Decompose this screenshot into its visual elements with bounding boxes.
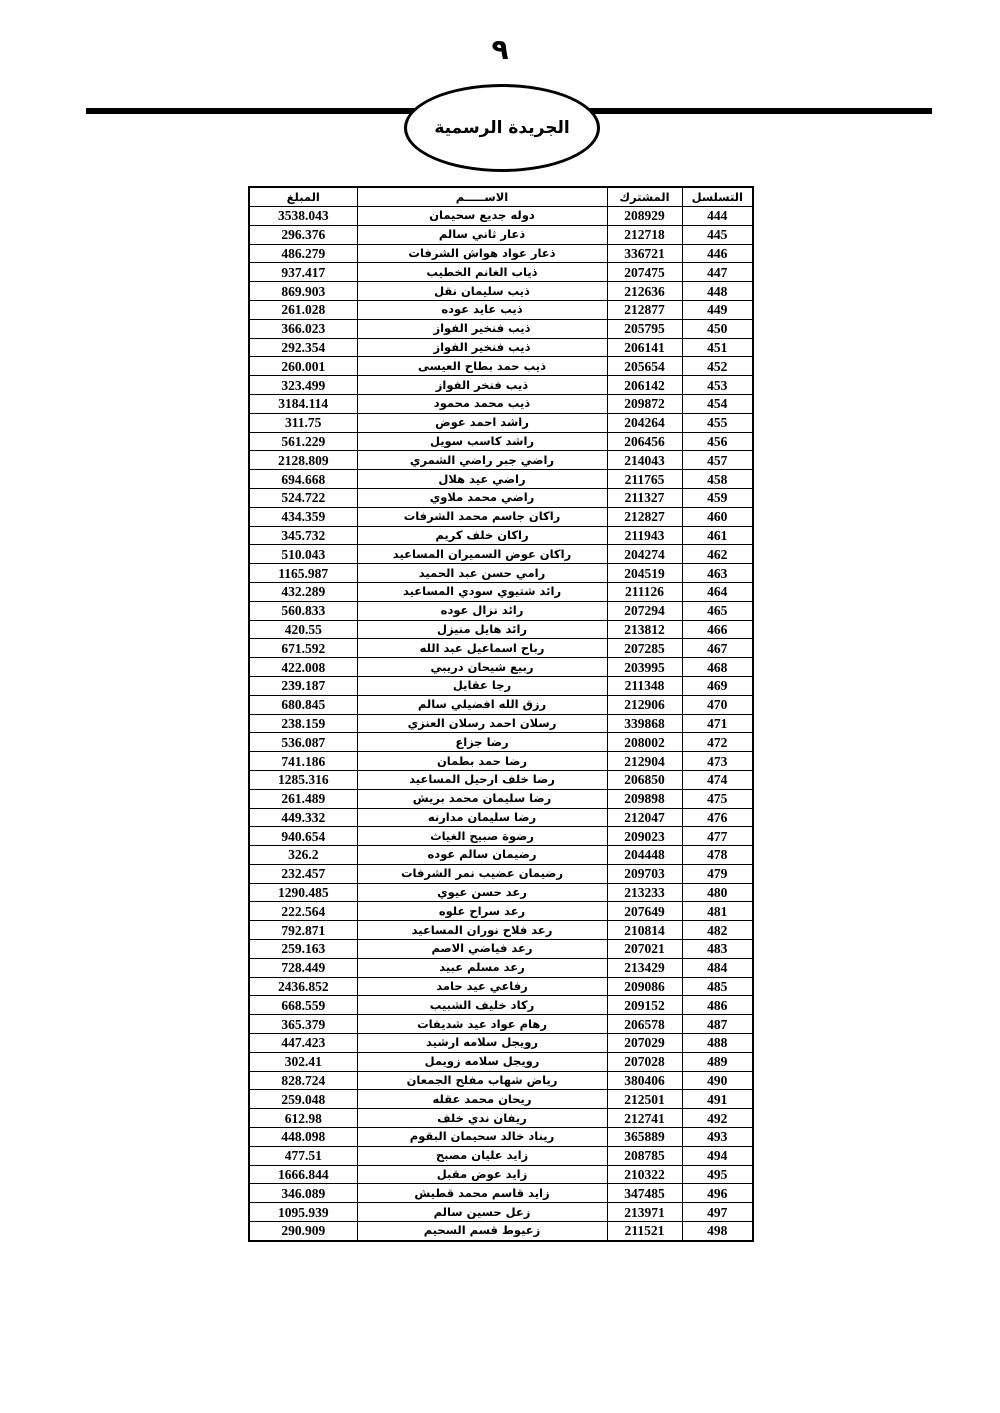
subscriber-cell: 213812: [607, 620, 682, 639]
table-row: [249, 639, 753, 658]
subscriber-cell: 211765: [607, 470, 682, 489]
table-row: [249, 545, 753, 564]
name-cell: راكان خلف كريم: [357, 526, 607, 545]
amount-cell: 671.592: [249, 639, 357, 658]
name-cell: راشد احمد عوض: [357, 413, 607, 432]
table-row: [249, 263, 753, 282]
amount-cell: 420.55: [249, 620, 357, 639]
serial-cell: 459: [682, 488, 753, 507]
subscriber-cell: 212906: [607, 695, 682, 714]
serial-cell: 458: [682, 470, 753, 489]
subscriber-cell: 210814: [607, 921, 682, 940]
serial-cell: 477: [682, 827, 753, 846]
table-row: [249, 921, 753, 940]
serial-cell: 465: [682, 601, 753, 620]
table-row: [249, 1165, 753, 1184]
subscriber-cell: 207029: [607, 1034, 682, 1053]
subscriber-cell: 209023: [607, 827, 682, 846]
amount-cell: 728.449: [249, 958, 357, 977]
amount-cell: 365.379: [249, 1015, 357, 1034]
table-row: [249, 620, 753, 639]
amount-cell: 238.159: [249, 714, 357, 733]
amount-cell: 292.354: [249, 338, 357, 357]
subscriber-cell: 214043: [607, 451, 682, 470]
serial-cell: 453: [682, 376, 753, 395]
serial-cell: 483: [682, 940, 753, 959]
name-cell: ذيب فنخر الفواز: [357, 376, 607, 395]
name-cell: ذيب محمد محمود: [357, 394, 607, 413]
table-row: [249, 883, 753, 902]
name-cell: رويجل سلامه زويمل: [357, 1052, 607, 1071]
name-cell: رياض شهاب مفلح الجمعان: [357, 1071, 607, 1090]
serial-cell: 447: [682, 263, 753, 282]
name-cell: رزق الله افضيلي سالم: [357, 695, 607, 714]
serial-cell: 450: [682, 319, 753, 338]
serial-cell: 474: [682, 770, 753, 789]
amount-cell: 937.417: [249, 263, 357, 282]
serial-cell: 461: [682, 526, 753, 545]
table-row: [249, 244, 753, 263]
serial-cell: 445: [682, 225, 753, 244]
subscriber-cell: 211126: [607, 582, 682, 601]
name-cell: رعد فلاح نوران المساعيد: [357, 921, 607, 940]
amount-cell: 434.359: [249, 507, 357, 526]
name-cell: رائد نزال عوده: [357, 601, 607, 620]
table-row: [249, 1034, 753, 1053]
name-cell: رباح اسماعيل عبد الله: [357, 639, 607, 658]
name-cell: رعد فياضي الاصم: [357, 940, 607, 959]
table-row: [249, 958, 753, 977]
header-title-text: الجريدة الرسمية: [434, 118, 570, 138]
amount-cell: 828.724: [249, 1071, 357, 1090]
amount-cell: 560.833: [249, 601, 357, 620]
serial-cell: 478: [682, 846, 753, 865]
amount-cell: 536.087: [249, 733, 357, 752]
serial-cell: 444: [682, 207, 753, 226]
subscriber-cell: 206578: [607, 1015, 682, 1034]
amount-cell: 449.332: [249, 808, 357, 827]
header-amount: المبلغ: [249, 187, 357, 207]
table-row: [249, 582, 753, 601]
amount-cell: 302.41: [249, 1052, 357, 1071]
serial-cell: 472: [682, 733, 753, 752]
subscriber-cell: 203995: [607, 658, 682, 677]
header-title: [404, 84, 600, 172]
amount-cell: 1285.316: [249, 770, 357, 789]
name-cell: دوله جديع سحيمان: [357, 207, 607, 226]
serial-cell: 493: [682, 1128, 753, 1147]
name-cell: راضي عيد هلال: [357, 470, 607, 489]
name-cell: ذيب سليمان نقل: [357, 282, 607, 301]
table-row: [249, 507, 753, 526]
table-row: [249, 1128, 753, 1147]
amount-cell: 366.023: [249, 319, 357, 338]
serial-cell: 454: [682, 394, 753, 413]
table-row: [249, 488, 753, 507]
amount-cell: 296.376: [249, 225, 357, 244]
amount-cell: 261.028: [249, 300, 357, 319]
table-row: [249, 827, 753, 846]
name-cell: زعيوط قسم السحيم: [357, 1222, 607, 1241]
subscriber-cell: 339868: [607, 714, 682, 733]
subscriber-cell: 213429: [607, 958, 682, 977]
amount-cell: 3538.043: [249, 207, 357, 226]
subscriber-cell: 336721: [607, 244, 682, 263]
subscriber-cell: 207294: [607, 601, 682, 620]
amount-cell: 323.499: [249, 376, 357, 395]
serial-cell: 495: [682, 1165, 753, 1184]
serial-cell: 489: [682, 1052, 753, 1071]
table-row: [249, 658, 753, 677]
table-row: [249, 357, 753, 376]
serial-cell: 498: [682, 1222, 753, 1241]
subscriber-cell: 365889: [607, 1128, 682, 1147]
subscriber-cell: 209872: [607, 394, 682, 413]
name-cell: ريفان ندي خلف: [357, 1109, 607, 1128]
table-row: [249, 977, 753, 996]
amount-cell: 261.489: [249, 789, 357, 808]
subscriber-cell: 207028: [607, 1052, 682, 1071]
table-row: [249, 1071, 753, 1090]
subscriber-cell: 207475: [607, 263, 682, 282]
subscriber-cell: 212741: [607, 1109, 682, 1128]
amount-cell: 346.089: [249, 1184, 357, 1203]
serial-cell: 457: [682, 451, 753, 470]
subscriber-cell: 211327: [607, 488, 682, 507]
name-cell: زايد عوض مقبل: [357, 1165, 607, 1184]
serial-cell: 492: [682, 1109, 753, 1128]
serial-cell: 468: [682, 658, 753, 677]
table-row: [249, 1090, 753, 1109]
subscriber-cell: 209703: [607, 864, 682, 883]
amount-cell: 940.654: [249, 827, 357, 846]
name-cell: راضي جبر راضي الشمري: [357, 451, 607, 470]
subscriber-cell: 204519: [607, 564, 682, 583]
name-cell: رضيمان سالم عوده: [357, 846, 607, 865]
serial-cell: 488: [682, 1034, 753, 1053]
subscriber-cell: 212501: [607, 1090, 682, 1109]
amount-cell: 561.229: [249, 432, 357, 451]
serial-cell: 481: [682, 902, 753, 921]
subscriber-cell: 208002: [607, 733, 682, 752]
page-number: ٩: [491, 33, 509, 66]
amount-cell: 1095.939: [249, 1203, 357, 1222]
serial-cell: 473: [682, 752, 753, 771]
subscriber-cell: 209152: [607, 996, 682, 1015]
table-row: [249, 225, 753, 244]
amount-cell: 422.008: [249, 658, 357, 677]
serial-cell: 479: [682, 864, 753, 883]
table-row: [249, 695, 753, 714]
name-cell: رجا عقايل: [357, 676, 607, 695]
subscriber-cell: 207021: [607, 940, 682, 959]
subscriber-cell: 213233: [607, 883, 682, 902]
name-cell: رفاعي عيد حامد: [357, 977, 607, 996]
name-cell: رضوة صبيح الغياث: [357, 827, 607, 846]
amount-cell: 869.903: [249, 282, 357, 301]
table-row: [249, 282, 753, 301]
table-header-row: [249, 187, 753, 207]
table-row: [249, 902, 753, 921]
name-cell: ذعار ثاني سالم: [357, 225, 607, 244]
subscriber-cell: 204264: [607, 413, 682, 432]
serial-cell: 486: [682, 996, 753, 1015]
name-cell: ربيع شيحان دريبي: [357, 658, 607, 677]
serial-cell: 476: [682, 808, 753, 827]
name-cell: رضا حمد بطمان: [357, 752, 607, 771]
table-row: [249, 526, 753, 545]
serial-cell: 462: [682, 545, 753, 564]
serial-cell: 482: [682, 921, 753, 940]
name-cell: ريناد خالد سحيمان البقوم: [357, 1128, 607, 1147]
table-row: [249, 413, 753, 432]
name-cell: رعد مسلم عبيد: [357, 958, 607, 977]
serial-cell: 475: [682, 789, 753, 808]
subscriber-cell: 206142: [607, 376, 682, 395]
table-row: [249, 1015, 753, 1034]
subscriber-cell: 380406: [607, 1071, 682, 1090]
subscriber-cell: 208785: [607, 1146, 682, 1165]
serial-cell: 480: [682, 883, 753, 902]
amount-cell: 477.51: [249, 1146, 357, 1165]
header-name: الاســـــم: [357, 187, 607, 207]
name-cell: رضيمان عضيب نمر الشرفات: [357, 864, 607, 883]
subscriber-cell: 212636: [607, 282, 682, 301]
amount-cell: 524.722: [249, 488, 357, 507]
serial-cell: 466: [682, 620, 753, 639]
name-cell: رائد هايل منيزل: [357, 620, 607, 639]
name-cell: زعل حسين سالم: [357, 1203, 607, 1222]
serial-cell: 485: [682, 977, 753, 996]
amount-cell: 1290.485: [249, 883, 357, 902]
subscriber-cell: 206456: [607, 432, 682, 451]
table-row: [249, 733, 753, 752]
table-row: [249, 451, 753, 470]
amount-cell: 448.098: [249, 1128, 357, 1147]
amount-cell: 3184.114: [249, 394, 357, 413]
subscriber-cell: 207285: [607, 639, 682, 658]
name-cell: ذعار عواد هواش الشرفات: [357, 244, 607, 263]
amount-cell: 612.98: [249, 1109, 357, 1128]
name-cell: ذياب الغانم الخطيب: [357, 263, 607, 282]
serial-cell: 452: [682, 357, 753, 376]
table-row: [249, 1222, 753, 1241]
amount-cell: 741.186: [249, 752, 357, 771]
serial-cell: 455: [682, 413, 753, 432]
table-row: [249, 1052, 753, 1071]
amount-cell: 232.457: [249, 864, 357, 883]
subscriber-cell: 211943: [607, 526, 682, 545]
serial-cell: 487: [682, 1015, 753, 1034]
name-cell: ذيب عايد عوده: [357, 300, 607, 319]
amount-cell: 345.732: [249, 526, 357, 545]
serial-cell: 448: [682, 282, 753, 301]
table-row: [249, 864, 753, 883]
serial-cell: 490: [682, 1071, 753, 1090]
subscriber-cell: 209086: [607, 977, 682, 996]
subscriber-cell: 206141: [607, 338, 682, 357]
amount-cell: 510.043: [249, 545, 357, 564]
table-row: [249, 752, 753, 771]
amount-cell: 326.2: [249, 846, 357, 865]
name-cell: ركاد خليف الشبيب: [357, 996, 607, 1015]
amount-cell: 259.163: [249, 940, 357, 959]
table-row: [249, 1184, 753, 1203]
subscriber-cell: 205795: [607, 319, 682, 338]
name-cell: رائد شتيوي سودي المساعيد: [357, 582, 607, 601]
serial-cell: 469: [682, 676, 753, 695]
amount-cell: 311.75: [249, 413, 357, 432]
subscriber-cell: 212827: [607, 507, 682, 526]
serial-cell: 470: [682, 695, 753, 714]
serial-cell: 491: [682, 1090, 753, 1109]
header-serial: التسلسل: [682, 187, 753, 207]
amount-cell: 680.845: [249, 695, 357, 714]
serial-cell: 463: [682, 564, 753, 583]
table-row: [249, 1203, 753, 1222]
serial-cell: 456: [682, 432, 753, 451]
serial-cell: 497: [682, 1203, 753, 1222]
serial-cell: 464: [682, 582, 753, 601]
amount-cell: 290.909: [249, 1222, 357, 1241]
amount-cell: 447.423: [249, 1034, 357, 1053]
subscriber-cell: 206850: [607, 770, 682, 789]
table-row: [249, 714, 753, 733]
table-row: [249, 770, 753, 789]
name-cell: رضا سليمان مدارنه: [357, 808, 607, 827]
table-row: [249, 319, 753, 338]
name-cell: رعد حسن عيوي: [357, 883, 607, 902]
serial-cell: 451: [682, 338, 753, 357]
name-cell: رضا خلف ارحيل المساعيد: [357, 770, 607, 789]
serial-cell: 484: [682, 958, 753, 977]
table-row: [249, 940, 753, 959]
subscriber-cell: 204448: [607, 846, 682, 865]
subscriber-cell: 209898: [607, 789, 682, 808]
name-cell: زايد عليان مصبح: [357, 1146, 607, 1165]
table-row: [249, 338, 753, 357]
name-cell: زايد قاسم محمد قطيش: [357, 1184, 607, 1203]
name-cell: راكان عوض السميران المساعيد: [357, 545, 607, 564]
table-row: [249, 808, 753, 827]
name-cell: رعد سراح علوه: [357, 902, 607, 921]
table-row: [249, 676, 753, 695]
table-row: [249, 470, 753, 489]
subscriber-cell: 212877: [607, 300, 682, 319]
name-cell: رسلان احمد رسلان العنزي: [357, 714, 607, 733]
subscriber-cell: 213971: [607, 1203, 682, 1222]
table-row: [249, 1109, 753, 1128]
amount-cell: 694.668: [249, 470, 357, 489]
name-cell: راضي محمد ملاوي: [357, 488, 607, 507]
table-row: [249, 996, 753, 1015]
table-row: [249, 846, 753, 865]
name-cell: ريحان محمد عقله: [357, 1090, 607, 1109]
name-cell: راكان جاسم محمد الشرفات: [357, 507, 607, 526]
subscriber-cell: 211521: [607, 1222, 682, 1241]
serial-cell: 446: [682, 244, 753, 263]
table-row: [249, 1146, 753, 1165]
table-row: [249, 394, 753, 413]
amount-cell: 260.001: [249, 357, 357, 376]
table-row: [249, 564, 753, 583]
table-body: [249, 207, 753, 1241]
amount-cell: 668.559: [249, 996, 357, 1015]
subscriber-cell: 210322: [607, 1165, 682, 1184]
table-row: [249, 300, 753, 319]
subscriber-cell: 208929: [607, 207, 682, 226]
amount-cell: 432.289: [249, 582, 357, 601]
name-cell: ذيب فنخير الفواز: [357, 319, 607, 338]
serial-cell: 471: [682, 714, 753, 733]
name-cell: ذيب فنخير الفواز: [357, 338, 607, 357]
table-row: [249, 432, 753, 451]
amount-cell: 2128.809: [249, 451, 357, 470]
amount-cell: 222.564: [249, 902, 357, 921]
table-row: [249, 207, 753, 226]
name-cell: رهام عواد عيد شديفات: [357, 1015, 607, 1034]
table-row: [249, 789, 753, 808]
subscriber-cell: 211348: [607, 676, 682, 695]
amount-cell: 792.871: [249, 921, 357, 940]
name-cell: رامي حسن عبد الحميد: [357, 564, 607, 583]
subscriber-cell: 212047: [607, 808, 682, 827]
subscriber-cell: 204274: [607, 545, 682, 564]
amount-cell: 486.279: [249, 244, 357, 263]
name-cell: رضا جزاع: [357, 733, 607, 752]
serial-cell: 496: [682, 1184, 753, 1203]
subscriber-cell: 205654: [607, 357, 682, 376]
amount-cell: 2436.852: [249, 977, 357, 996]
serial-cell: 460: [682, 507, 753, 526]
amount-cell: 1165.987: [249, 564, 357, 583]
subscriber-cell: 347485: [607, 1184, 682, 1203]
name-cell: ذيب حمد بطاح العيسى: [357, 357, 607, 376]
name-cell: راشد كاسب سويل: [357, 432, 607, 451]
amount-cell: 1666.844: [249, 1165, 357, 1184]
subscriber-cell: 212904: [607, 752, 682, 771]
serial-cell: 449: [682, 300, 753, 319]
name-cell: رويجل سلامه ارشيد: [357, 1034, 607, 1053]
serial-cell: 494: [682, 1146, 753, 1165]
name-cell: رضا سليمان محمد بريش: [357, 789, 607, 808]
table-row: [249, 601, 753, 620]
serial-cell: 467: [682, 639, 753, 658]
subscriber-cell: 212718: [607, 225, 682, 244]
amount-cell: 239.187: [249, 676, 357, 695]
header-subscriber: المشترك: [607, 187, 682, 207]
amount-cell: 259.048: [249, 1090, 357, 1109]
subscriber-table: [248, 186, 754, 1242]
table-row: [249, 376, 753, 395]
subscriber-cell: 207649: [607, 902, 682, 921]
